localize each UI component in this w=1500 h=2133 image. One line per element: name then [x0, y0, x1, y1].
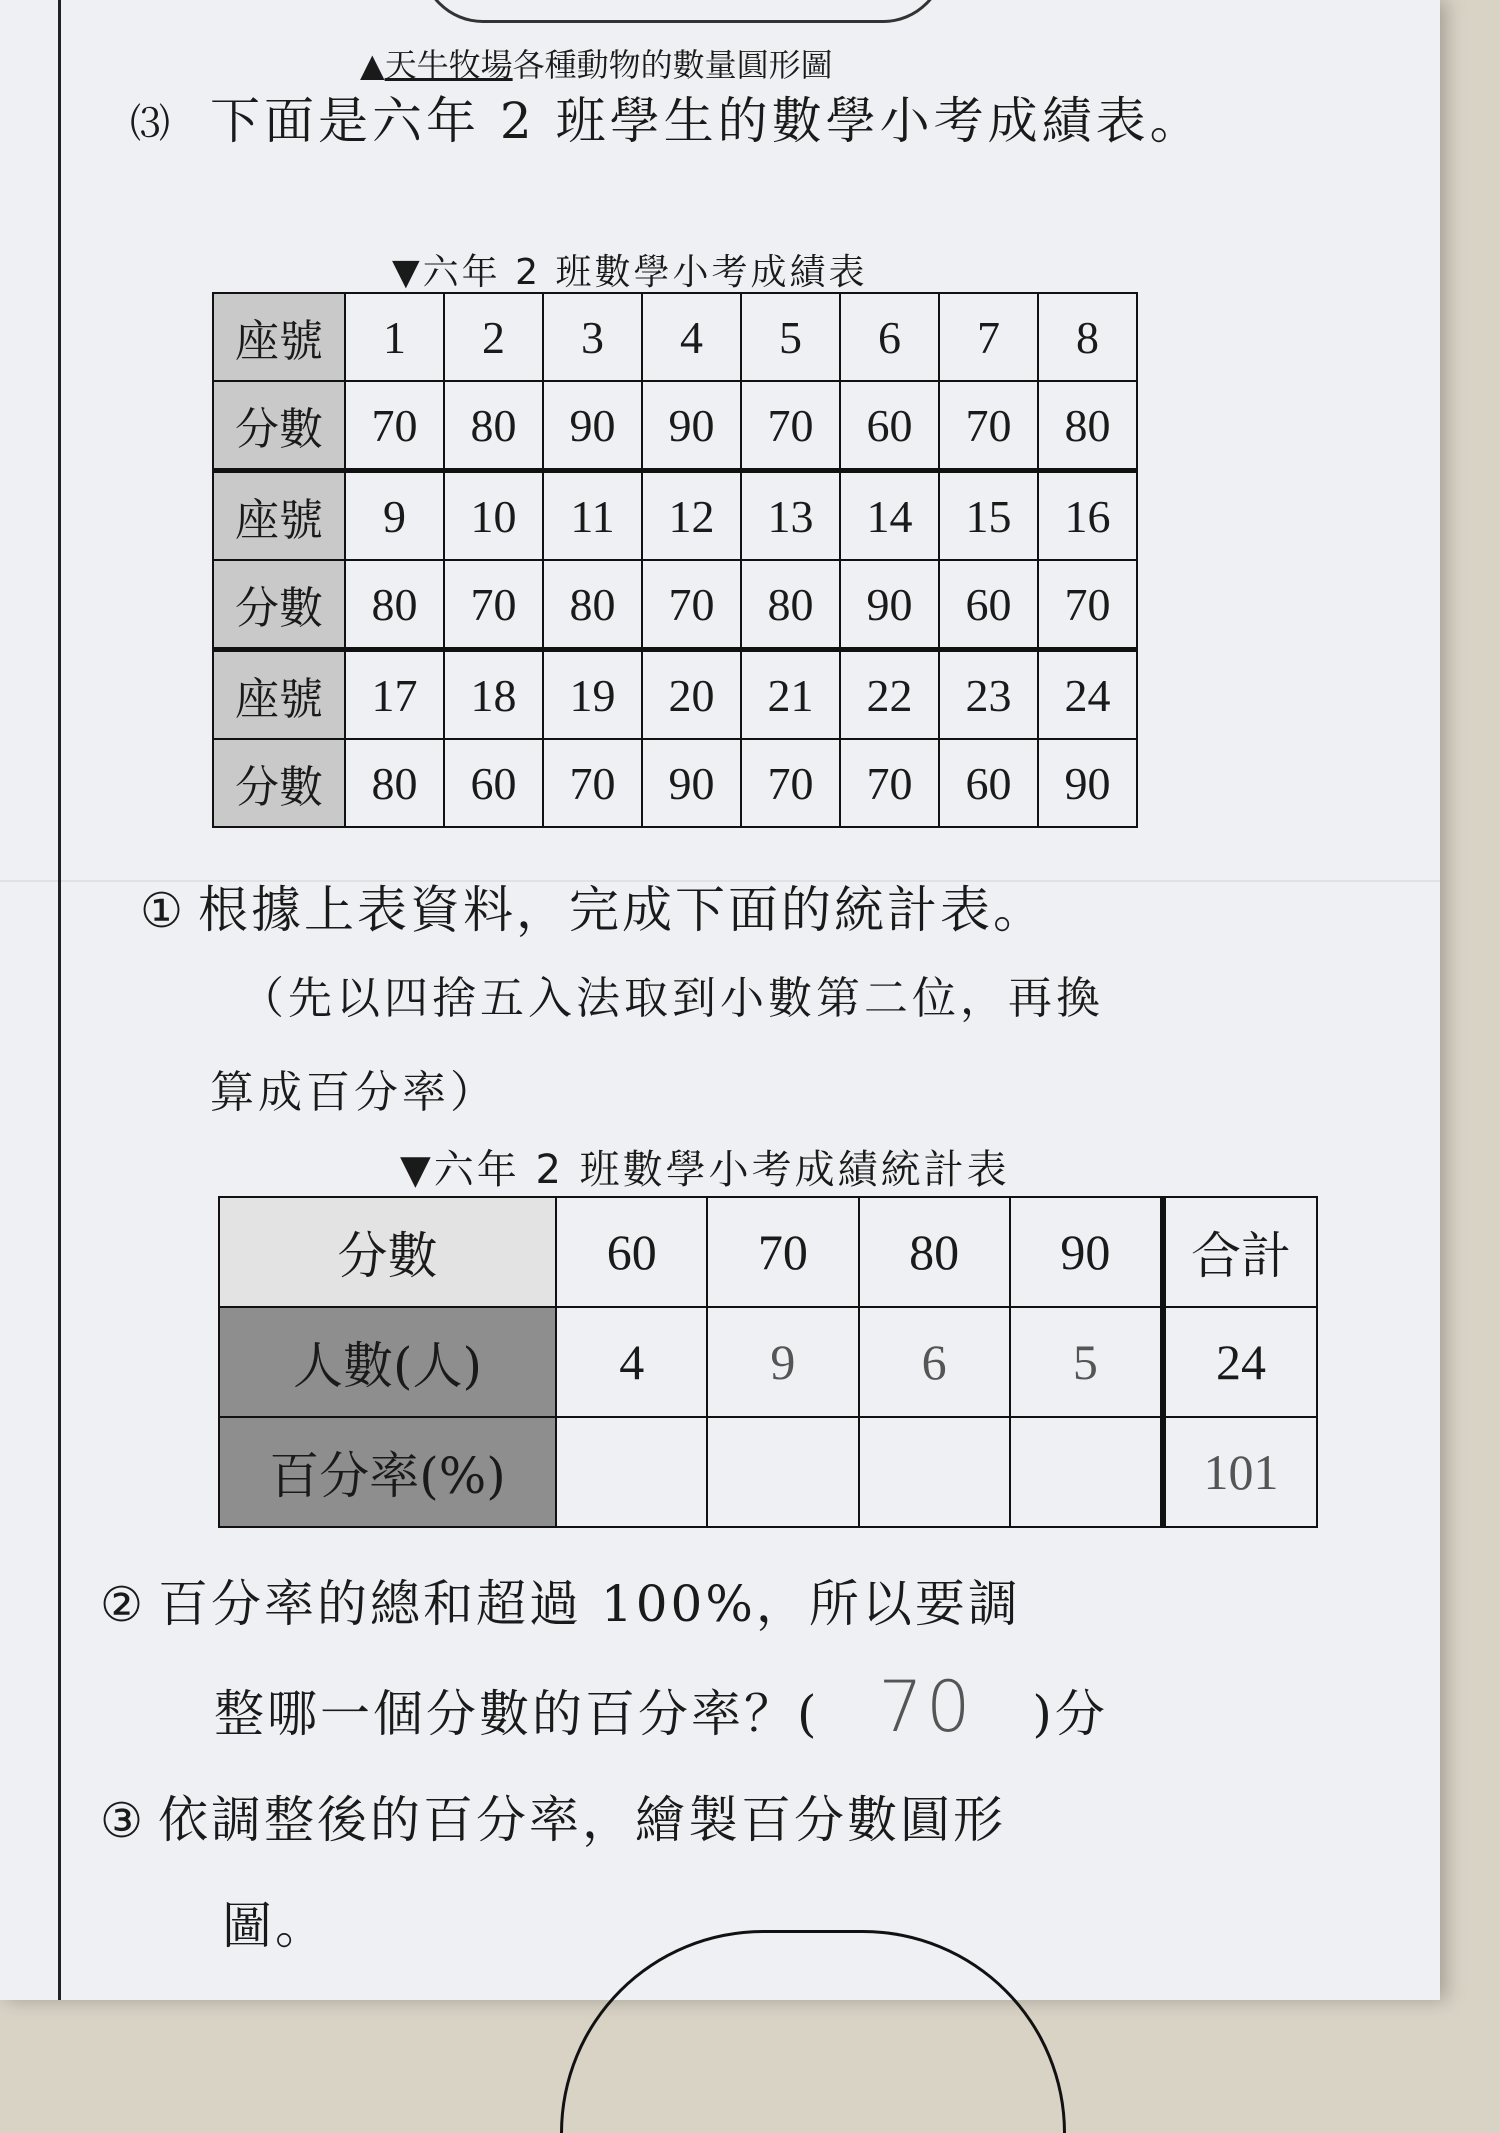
item-1: [140, 870, 1046, 942]
seat-cell: 21: [741, 650, 840, 740]
stats-row-label-percent: 百分率(%): [219, 1417, 556, 1527]
count-cell[interactable]: 4: [556, 1307, 707, 1417]
item-3-line2: 圖。: [222, 1897, 328, 1955]
seat-cell: 24: [1038, 650, 1137, 740]
score-cell: 60: [939, 560, 1038, 650]
item-2-line1: [100, 1564, 1021, 1636]
score-table: [212, 292, 1138, 828]
stats-row-label-score: 分數: [219, 1197, 556, 1307]
seat-cell: 15: [939, 471, 1038, 561]
score-cell: 80: [345, 560, 444, 650]
score-cell: 70: [444, 560, 543, 650]
seat-cell: 14: [840, 471, 939, 561]
seat-cell: 18: [444, 650, 543, 740]
seat-cell: 4: [642, 293, 741, 381]
stats-header-row: [219, 1197, 1317, 1307]
item-2-marker: ②: [100, 1577, 147, 1633]
item-3-marker: ③: [100, 1793, 147, 1849]
stats-header-cell: 60: [556, 1197, 707, 1307]
seat-cell: 13: [741, 471, 840, 561]
seat-cell: 3: [543, 293, 642, 381]
seat-cell: 10: [444, 471, 543, 561]
score-cell: 80: [543, 560, 642, 650]
score-cell: 60: [444, 739, 543, 827]
seat-cell: 16: [1038, 471, 1137, 561]
count-cell-handwritten[interactable]: 6: [859, 1307, 1010, 1417]
stats-table-caption: ▼六年 2 班數學小考成績統計表: [400, 1147, 1010, 1193]
score-cell: 90: [642, 381, 741, 471]
count-cell-handwritten[interactable]: 9: [707, 1307, 858, 1417]
pie-chart-circle-edge: [560, 1930, 1066, 2133]
stats-percent-row: [219, 1417, 1317, 1527]
seat-cell: 1: [345, 293, 444, 381]
seat-row: [213, 650, 1137, 740]
score-cell: 80: [345, 739, 444, 827]
score-cell: 90: [642, 739, 741, 827]
score-table-caption: ▼六年 2 班數學小考成績表: [392, 252, 868, 293]
score-cell: 90: [840, 560, 939, 650]
score-cell: 80: [444, 381, 543, 471]
score-row: [213, 381, 1137, 471]
seat-cell: 23: [939, 650, 1038, 740]
item-3-text: 依調整後的百分率，繪製百分數圓形: [158, 1791, 1007, 1849]
seat-cell: 12: [642, 471, 741, 561]
stats-header-cell: 90: [1010, 1197, 1163, 1307]
caption-rest: 各種動物的數量圓形圖: [512, 46, 833, 84]
score-cell: 70: [840, 739, 939, 827]
item-3-line1: [100, 1780, 1006, 1852]
seat-cell: 19: [543, 650, 642, 740]
percent-cell[interactable]: [1010, 1417, 1163, 1527]
score-cell: 60: [939, 739, 1038, 827]
percent-cell[interactable]: [556, 1417, 707, 1527]
item-2-answer-handwritten[interactable]: 70: [878, 1666, 974, 1748]
stats-header-cell: 80: [859, 1197, 1010, 1307]
percent-cell[interactable]: [707, 1417, 858, 1527]
caption-marker: ▲: [360, 46, 385, 84]
score-cell: 70: [345, 381, 444, 471]
score-cell: 70: [741, 381, 840, 471]
seat-cell: 22: [840, 650, 939, 740]
stats-header-total: 合計: [1163, 1197, 1317, 1307]
seat-label: 座號: [213, 471, 345, 561]
score-label: 分數: [213, 381, 345, 471]
item-1-note-line2: 算成百分率）: [210, 1067, 498, 1118]
item-2-unit: )分: [1032, 1685, 1108, 1743]
score-cell: 90: [1038, 739, 1137, 827]
seat-row: [213, 293, 1137, 381]
score-cell: 90: [543, 381, 642, 471]
count-total-cell[interactable]: 24: [1163, 1307, 1317, 1417]
score-cell: 80: [1038, 381, 1137, 471]
stats-row-label-count: 人數(人): [219, 1307, 556, 1417]
stats-header-cell: 70: [707, 1197, 858, 1307]
item-2-text: 百分率的總和超過 100%，所以要調: [158, 1575, 1021, 1633]
seat-cell: 9: [345, 471, 444, 561]
score-cell: 70: [543, 739, 642, 827]
seat-cell: 11: [543, 471, 642, 561]
seat-cell: 5: [741, 293, 840, 381]
score-label: 分數: [213, 739, 345, 827]
item-1-text: 根據上表資料，完成下面的統計表。: [198, 881, 1047, 939]
percent-cell[interactable]: [859, 1417, 1010, 1527]
score-cell: 70: [642, 560, 741, 650]
stats-count-row: [219, 1307, 1317, 1417]
seat-label: 座號: [213, 293, 345, 381]
seat-cell: 20: [642, 650, 741, 740]
score-cell: 70: [741, 739, 840, 827]
score-cell: 70: [1038, 560, 1137, 650]
seat-row: [213, 471, 1137, 561]
score-cell: 80: [741, 560, 840, 650]
percent-total-cell-handwritten[interactable]: 101: [1163, 1417, 1317, 1527]
score-label: 分數: [213, 560, 345, 650]
score-row: [213, 560, 1137, 650]
previous-pie-chart-edge: [420, 0, 946, 23]
item-1-note-line1: （先以四捨五入法取到小數第二位，再換: [240, 973, 1104, 1024]
score-row: [213, 739, 1137, 827]
seat-cell: 2: [444, 293, 543, 381]
caption-underlined: 天牛牧場: [384, 46, 513, 84]
seat-cell: 8: [1038, 293, 1137, 381]
seat-cell: 6: [840, 293, 939, 381]
count-cell-handwritten[interactable]: 5: [1010, 1307, 1163, 1417]
seat-label: 座號: [213, 650, 345, 740]
top-figure-caption: [360, 40, 833, 86]
score-cell: 60: [840, 381, 939, 471]
score-cell: 70: [939, 381, 1038, 471]
item-2-line2: [214, 1666, 1108, 1748]
stats-table: [218, 1196, 1318, 1528]
question-number: ⑶: [130, 101, 170, 147]
seat-cell: 17: [345, 650, 444, 740]
seat-cell: 7: [939, 293, 1038, 381]
page-border-line: [58, 0, 61, 2000]
item-1-marker: ①: [140, 883, 187, 939]
item-2-question: 整哪一個分數的百分率？(: [214, 1685, 820, 1743]
question-text: 下面是六年 2 班學生的數學小考成績表。: [210, 92, 1204, 150]
